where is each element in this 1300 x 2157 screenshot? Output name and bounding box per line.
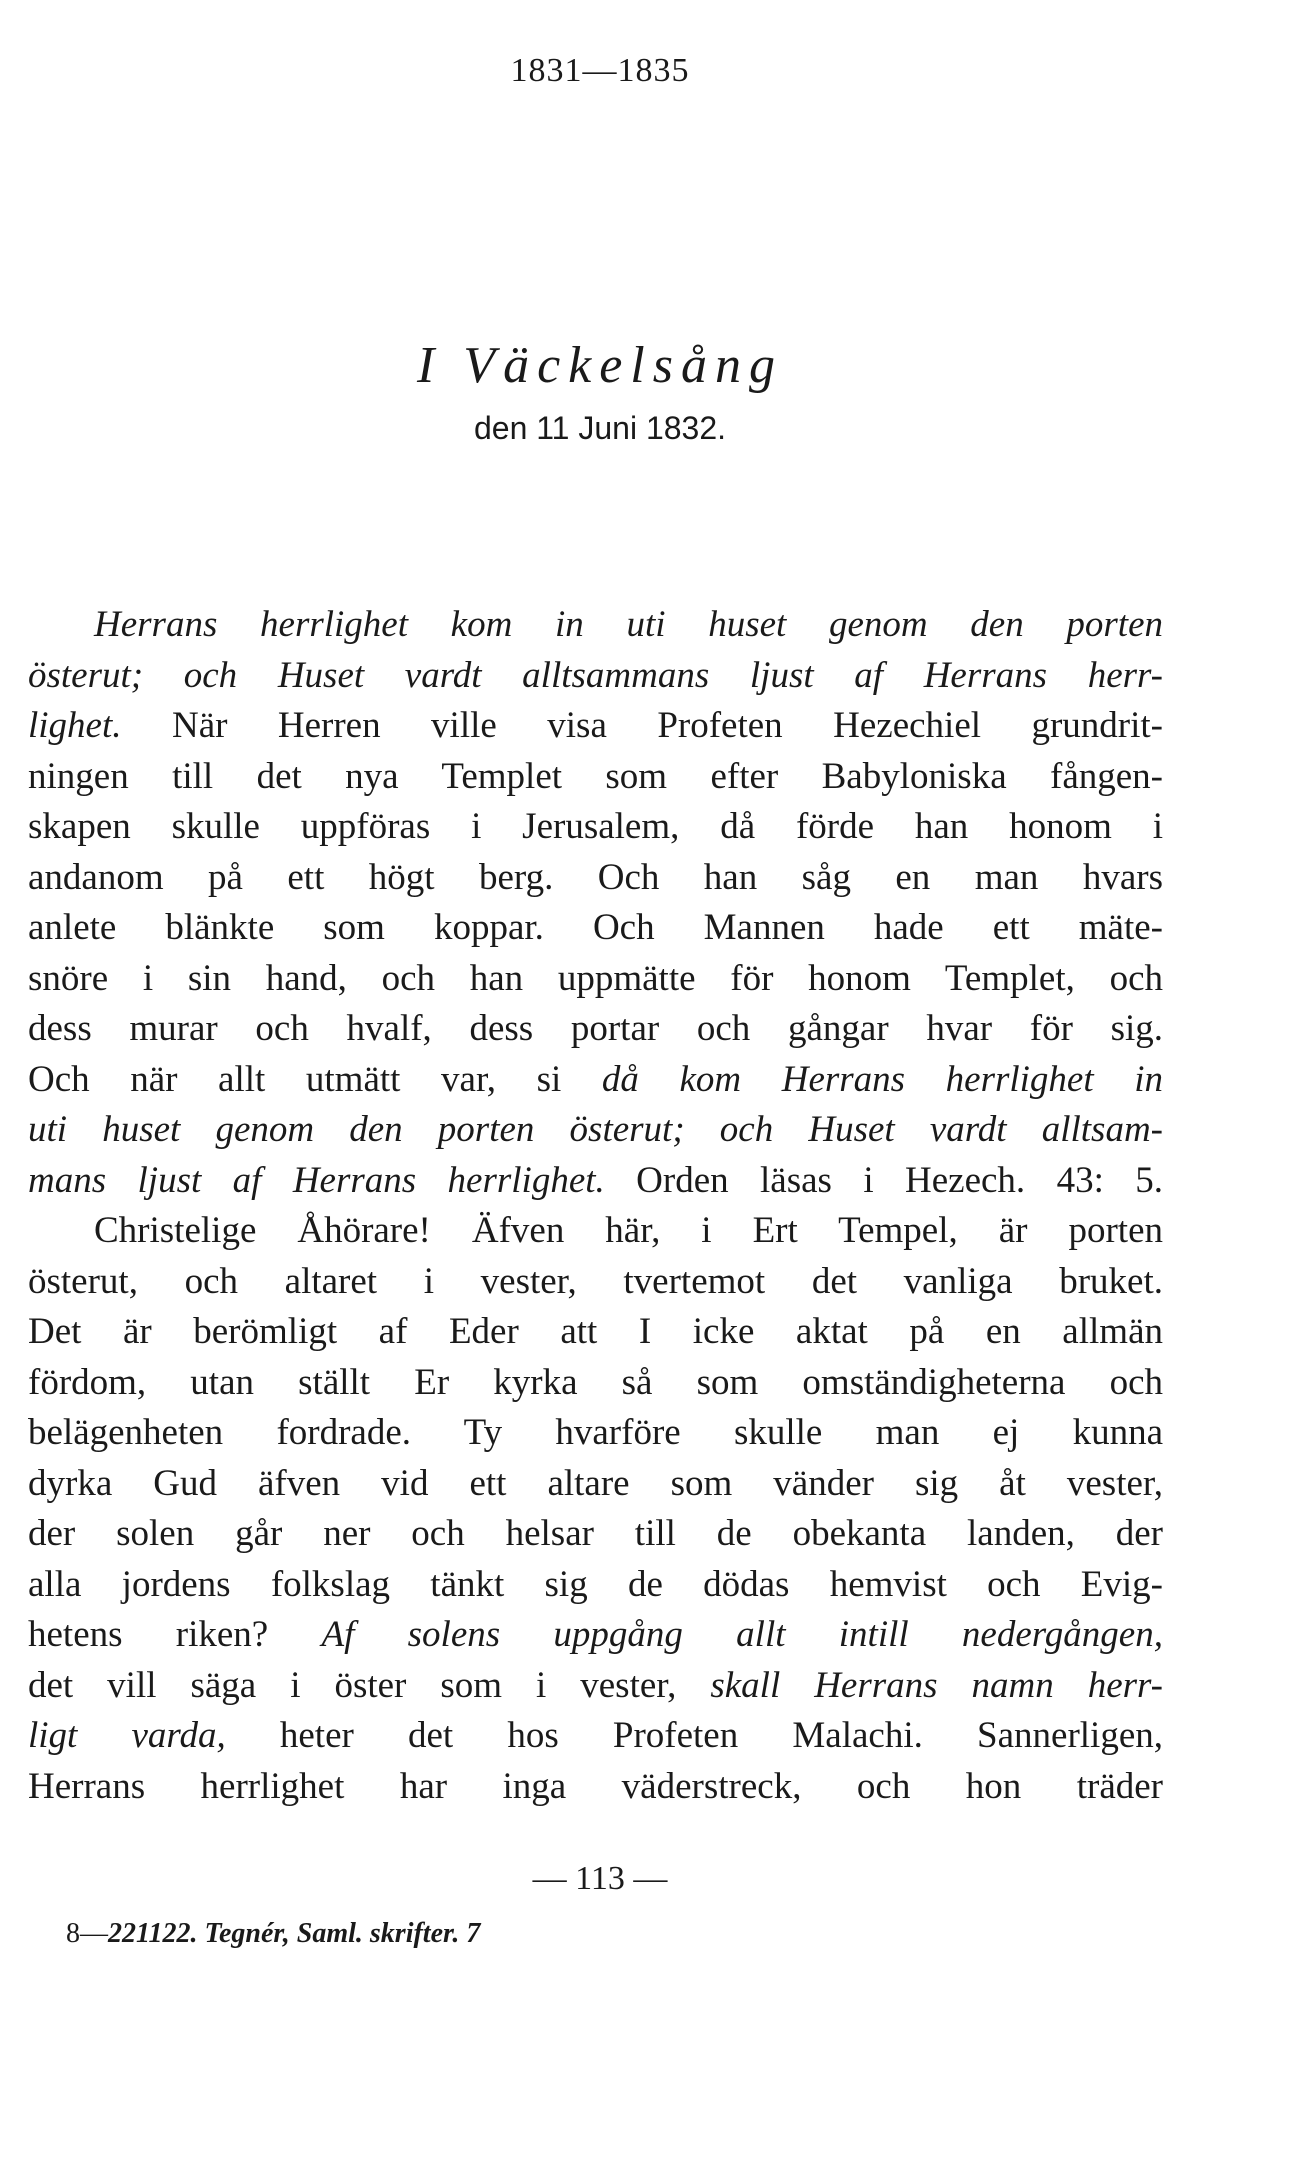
text-line (28, 1004, 1163, 1055)
text-line (28, 1711, 1163, 1762)
roman-text: alla jordens folkslag tänkt sig de dödas hemvist och Evig- (28, 1563, 1163, 1605)
body-text (28, 600, 1163, 1812)
roman-text: fördom, utan ställt Er kyrka så som omständigheterna och (28, 1361, 1163, 1403)
roman-text: När Herren ville visa Profeten Hezechiel grundrit- (121, 705, 1163, 746)
italic-text: lighet. (28, 705, 122, 746)
running-head: 1831—1835 (510, 52, 690, 89)
text-line (28, 1661, 1163, 1712)
text-line (28, 1358, 1163, 1409)
roman-text: heter det hos Profeten Malachi. Sannerligen, (225, 1715, 1163, 1756)
roman-text: andanom på ett högt berg. Och han såg en man hvars (28, 856, 1163, 898)
italic-text: Herrans herrlighet kom in uti huset genom den porten (94, 604, 1163, 645)
italic-text: österut; och Huset vardt alltsammans ljust af Herrans herr- (28, 654, 1163, 696)
text-line (28, 1055, 1163, 1106)
text-line (28, 1206, 1163, 1257)
text-line (28, 1610, 1163, 1661)
roman-text: dess murar och hvalf, dess portar och gångar hvar för sig. (28, 1008, 1163, 1049)
text-line (28, 1509, 1163, 1560)
roman-text: hetens riken? (28, 1614, 322, 1655)
text-line (28, 853, 1163, 904)
text-line (28, 1408, 1163, 1459)
roman-text: Orden läsas i Hezech. 43: 5. (604, 1159, 1163, 1201)
page-title: I Väckelsång (416, 337, 783, 394)
roman-text: Herrans herrlighet har inga väderstreck, och hon träder (28, 1765, 1163, 1807)
text-line (28, 701, 1163, 752)
roman-text: Och när allt utmätt var, si (28, 1058, 602, 1100)
text-line (28, 1762, 1163, 1813)
text-line (28, 1459, 1163, 1510)
roman-text: österut, och altaret i vester, tvertemot det vanliga bruket. (28, 1260, 1163, 1302)
roman-text: dyrka Gud äfven vid ett altare som vänder sig åt vester, (28, 1462, 1163, 1504)
text-line (28, 1257, 1163, 1308)
roman-text: Christelige Åhörare! Äfven här, i Ert Tempel, är porten (94, 1210, 1163, 1251)
italic-text: mans ljust af Herrans herrlighet. (28, 1159, 605, 1201)
text-line (28, 1307, 1163, 1358)
text-line (28, 600, 1163, 651)
italic-text: uti huset genom den porten österut; och Huset vardt alltsam- (28, 1109, 1163, 1150)
italic-text: skall Herrans namn herr- (710, 1664, 1163, 1706)
page-number: — 113 — (532, 1860, 668, 1897)
text-line (28, 651, 1163, 702)
roman-text: ningen till det nya Templet som efter Babyloniska fången- (28, 755, 1163, 797)
roman-text: Det är berömligt af Eder att I icke aktat på en allmän (28, 1311, 1163, 1352)
text-line (28, 802, 1163, 853)
text-line (28, 1560, 1163, 1611)
printer-signature (66, 1918, 480, 1950)
italic-text: Af solens uppgång allt intill nedergången, (321, 1614, 1163, 1655)
text-line (28, 752, 1163, 803)
dateline: den 11 Juni 1832. (473, 410, 727, 446)
text-line (28, 1156, 1163, 1207)
text-line (28, 1105, 1163, 1156)
italic-text: ligt varda, (28, 1715, 226, 1756)
roman-text: skapen skulle uppföras i Jerusalem, då förde han honom i (28, 806, 1163, 847)
text-line (28, 954, 1163, 1005)
roman-text: det vill säga i öster som i vester, (28, 1664, 711, 1706)
signature-text: 221122. Tegnér, Saml. skrifter. 7 (108, 1918, 481, 1949)
italic-text: då kom Herrans herrlighet in (601, 1058, 1163, 1100)
signature-code: 8— (66, 1918, 108, 1949)
roman-text: belägenheten fordrade. Ty hvarföre skulle man ej kunna (28, 1412, 1163, 1453)
roman-text: anlete blänkte som koppar. Och Mannen hade ett mäte- (28, 907, 1163, 948)
roman-text: der solen går ner och helsar till de obekanta landen, der (28, 1513, 1163, 1554)
text-line (28, 903, 1163, 954)
roman-text: snöre i sin hand, och han uppmätte för honom Templet, och (28, 957, 1163, 999)
